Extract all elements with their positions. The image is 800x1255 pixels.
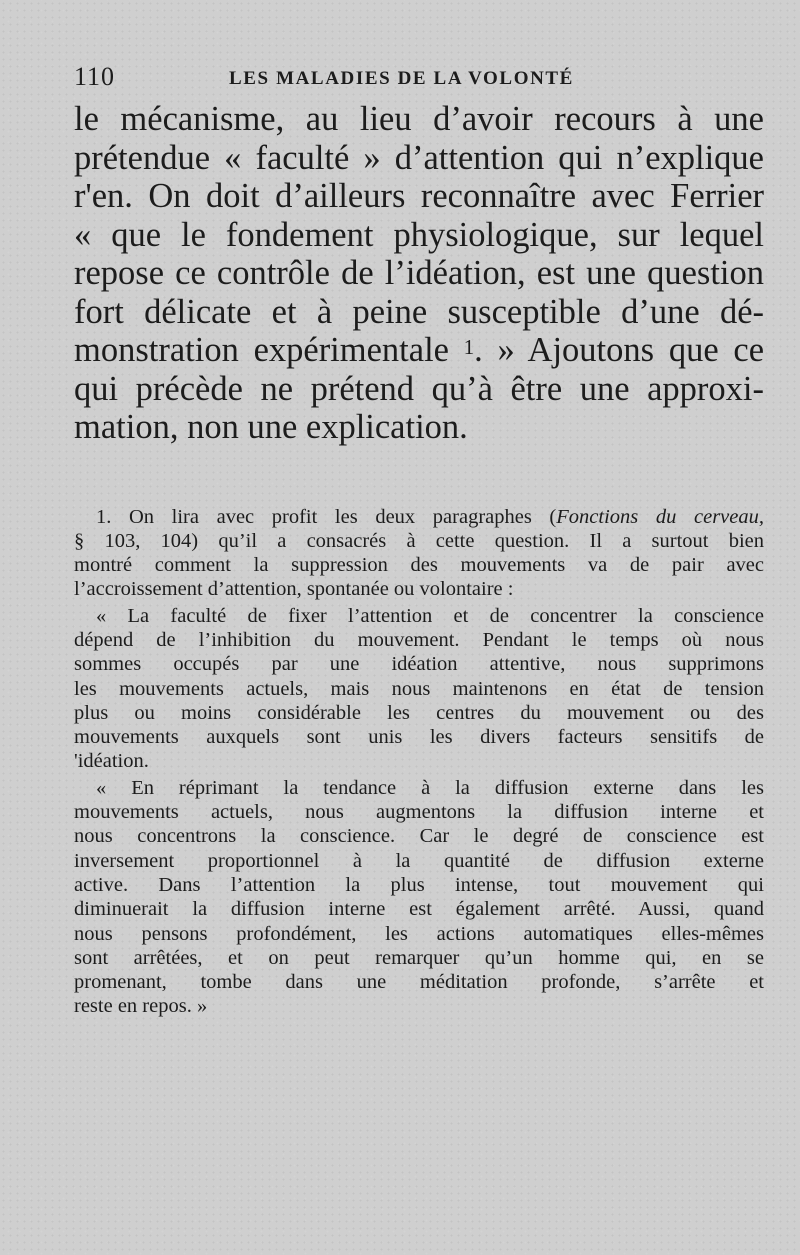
footnote-line (74, 505, 764, 529)
body-line: r'en. On doit d’ailleurs reconnaître avec Ferrier (74, 177, 764, 215)
body-line: prétendue « faculté » d’attention qui n’explique (74, 138, 764, 177)
footnote-line: nous pensons profondément, les actions automatiques elles-mêmes (74, 922, 764, 945)
footnote-line: montré comment la suppression des mouvements va de pair avec (74, 554, 764, 577)
main-paragraph (74, 100, 764, 447)
footnote-line: « En réprimant la tendance à la diffusion externe dans les (96, 776, 764, 799)
footnote-line: l’accroissement d’attention, spontanée ou volontaire : (74, 578, 514, 601)
footnote-line: nous concentrons la conscience. Car le degré de conscience est (74, 825, 764, 848)
body-line: qui précède ne prétend qu’à être une approxi- (74, 369, 764, 408)
footnote-line: sont arrêtées, et on peut remarquer qu’un homme qui, en se (74, 946, 764, 969)
footnote-reference: 1 (463, 337, 475, 359)
footnote-line: les mouvements actuels, mais nous maintenons en état de tension (74, 677, 764, 700)
footnote-line: sommes occupés par une idéation attentive, nous supprimons (74, 653, 764, 676)
footnote-paragraph (74, 505, 764, 602)
footnote-line: dépend de l’inhibition du mouvement. Pendant le temps où nous (74, 628, 764, 651)
footnote-line: diminuerait la diffusion interne est également arrêté. Aussi, quand (74, 898, 764, 921)
footnote-line: inversement proportionnel à la quantité de diffusion externe (74, 849, 764, 872)
footnote-line: mouvements actuels, nous augmentons la diffusion interne et (74, 801, 764, 824)
footnote-line: § 103, 104) qu’il a consacrés à cette question. Il a surtout bien (74, 529, 764, 552)
footnote-quote-paragraph (74, 776, 764, 1019)
running-title: LES MALADIES DE LA VOLONTÉ (229, 68, 574, 89)
footnote-line: active. Dans l’attention la plus intense, tout mouvement qui (74, 873, 764, 896)
footnote-section (74, 505, 764, 1019)
page-header (74, 60, 764, 100)
body-line: fort délicate et à peine susceptible d’une dé- (74, 292, 764, 331)
book-page (74, 60, 764, 1019)
footnote-line: promenant, tombe dans une méditation profonde, s’arrête et (74, 971, 764, 994)
footnote-line: mouvements auxquels sont unis les divers facteurs sensitifs de (74, 726, 764, 749)
body-line-with-note (74, 331, 764, 370)
body-line: « que le fondement physiologique, sur lequel (74, 215, 764, 254)
footnote-quote-paragraph (74, 604, 764, 774)
page-number: 110 (74, 62, 116, 91)
body-line-part: monstration expérimentale (74, 331, 449, 369)
footnote-line: 'idéation. (74, 750, 149, 773)
footnote-book-title: Fonctions du cerveau, (556, 505, 764, 528)
body-line: repose ce contrôle de l’idéation, est une question (74, 254, 764, 292)
footnote-line-start: 1. On lira avec profit les deux paragraphes ( (96, 505, 557, 528)
footnote-line: « La faculté de fixer l’attention et de concentrer la conscience (96, 604, 764, 627)
body-line: mation, non une explication. (74, 408, 468, 446)
footnote-line: reste en repos. » (74, 995, 208, 1018)
body-line-part: . » Ajoutons que ce (474, 331, 765, 369)
body-line: le mécanisme, au lieu d’avoir recours à une (74, 100, 764, 138)
footnote-line: plus ou moins considérable les centres du mouvement ou des (74, 701, 764, 724)
